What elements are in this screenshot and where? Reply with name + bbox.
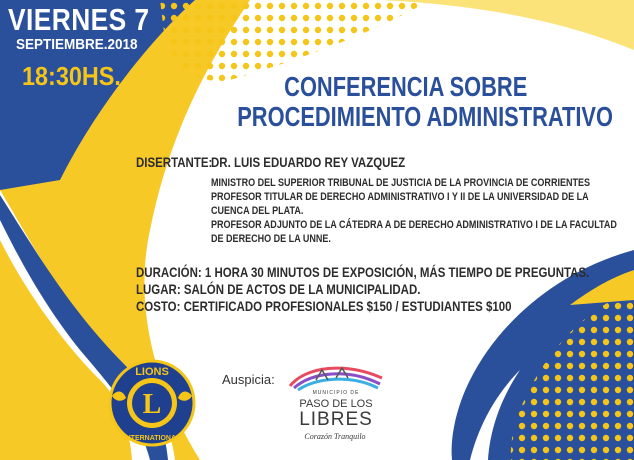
title-line-1: CONFERENCIA SOBRE	[284, 71, 528, 102]
lions-top-text: LIONS	[135, 366, 169, 378]
event-time: 18:30HS.	[22, 61, 121, 91]
bio-line: PROFESOR TITULAR DE DERECHO ADMINISTRATIVO I Y II DE LA UNIVERSIDAD DE LA	[211, 191, 589, 203]
lions-logo	[104, 358, 200, 448]
lions-letter: L	[142, 389, 162, 420]
bio-line: MINISTRO DEL SUPERIOR TRIBUNAL DE JUSTICIA DE LA PROVINCIA DE CORRIENTES	[211, 177, 591, 189]
bio-line: DE DERECHO DE LA UNNE.	[211, 233, 331, 245]
bio-line: PROFESOR ADJUNTO DE LA CÁTEDRA A DE DERECHO ADMINISTRATIVO I DE LA FACULTAD	[211, 219, 617, 231]
page-title	[237, 71, 613, 132]
lions-bottom-text: INTERNATIONAL	[123, 435, 181, 442]
cost-text: COSTO: CERTIFICADO PROFESIONALES $150 / ESTUDIANTES $100	[136, 298, 512, 314]
speaker-label: DISERTANTE:	[136, 154, 213, 170]
event-date-block	[8, 4, 174, 91]
duration-text: DURACIÓN: 1 HORA 30 MINUTOS DE EXPOSICIÓN, MÁS TIEMPO DE PREGUNTAS.	[136, 264, 590, 280]
muni-name-line-2: LIBRES	[299, 409, 373, 430]
title-line-2: PROCEDIMIENTO ADMINISTRATIVO	[237, 101, 613, 132]
speaker-bio	[211, 176, 617, 246]
place-text: LUGAR: SALÓN DE ACTOS DE LA MUNICIPALIDAD.	[136, 281, 421, 297]
muni-small-text: MUNICIPIO DE	[312, 390, 360, 396]
event-details	[136, 264, 589, 315]
sponsor-label: Auspicia:	[222, 372, 275, 387]
event-day: VIERNES 7	[8, 2, 150, 37]
muni-name-line-1: PASO DE LOS	[299, 398, 373, 410]
event-month: SEPTIEMBRE.2018	[16, 36, 138, 53]
bio-line: CUENCA DEL PLATA.	[211, 205, 304, 217]
speaker-name: DR. LUIS EDUARDO REY VAZQUEZ	[211, 154, 406, 170]
muni-signature: Corazón Tranquilo	[304, 432, 366, 441]
